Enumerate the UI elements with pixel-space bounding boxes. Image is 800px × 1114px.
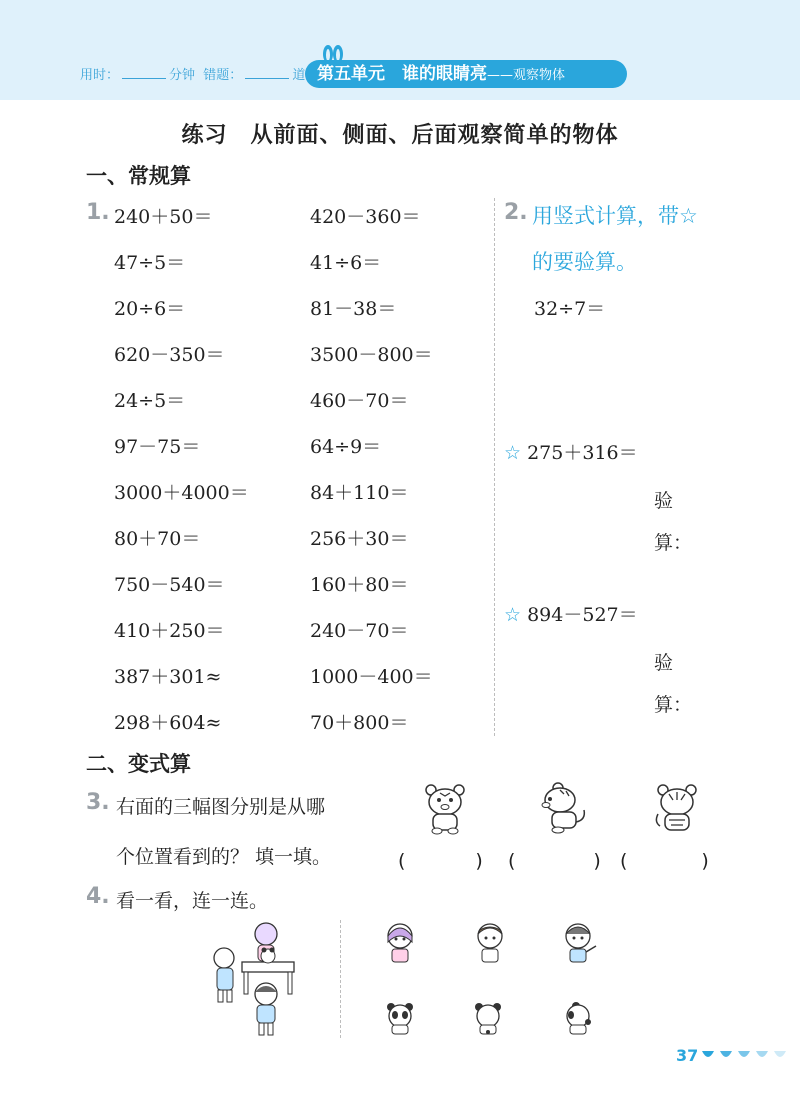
q1-left-expression: 20÷6＝ bbox=[114, 298, 186, 320]
q1-left-expression: 97－75＝ bbox=[114, 436, 201, 458]
q1-right-expression: 81－38＝ bbox=[310, 298, 397, 320]
boy-waving-view-icon[interactable] bbox=[558, 920, 602, 966]
check-label-2a: 验 bbox=[654, 652, 674, 674]
header-wave bbox=[0, 86, 800, 106]
time-label: 用时： bbox=[80, 68, 120, 83]
panda-back-view-icon[interactable] bbox=[470, 1000, 506, 1036]
star-icon: ☆ bbox=[504, 442, 522, 464]
answer-paren-2[interactable]: ( ) bbox=[508, 850, 601, 872]
question-3-text-line1: 右面的三幅图分别是从哪 bbox=[116, 796, 326, 818]
errors-unit: 道 bbox=[292, 68, 306, 83]
q1-left-expression: 3000＋4000＝ bbox=[114, 482, 249, 504]
question-2-problem-3 bbox=[504, 600, 638, 627]
question-3-number: 3. bbox=[86, 790, 110, 815]
q1-left-expression: 750－540＝ bbox=[114, 574, 225, 596]
errors-blank[interactable] bbox=[245, 66, 289, 79]
girl-front-view-icon[interactable] bbox=[380, 920, 420, 966]
question-3-text-line2: 个位置看到的？ 填一填。 bbox=[116, 846, 332, 868]
page-number: 37 bbox=[676, 1046, 699, 1065]
errors-label: 错题： bbox=[203, 68, 243, 83]
check-label-1b: 算： bbox=[654, 532, 693, 554]
column-divider bbox=[494, 198, 495, 736]
time-unit: 分钟 bbox=[169, 68, 196, 83]
children-around-table-illustration bbox=[206, 918, 302, 1038]
question-4-number: 4. bbox=[86, 884, 110, 909]
q1-right-expression: 1000－400＝ bbox=[310, 666, 433, 688]
q1-left-expression: 298＋604≈ bbox=[114, 712, 222, 734]
time-blank[interactable] bbox=[122, 66, 166, 79]
question-2-instruction-line2: 的要验算。 bbox=[532, 250, 637, 274]
q1-right-expression: 256＋30＝ bbox=[310, 528, 409, 550]
tiger-front-view-icon bbox=[420, 782, 470, 836]
question-1-number: 1. bbox=[86, 200, 110, 225]
unit-title: 第五单元 谁的眼睛亮 bbox=[317, 64, 487, 84]
star-icon: ☆ bbox=[504, 604, 522, 626]
q1-left-expression: 387＋301≈ bbox=[114, 666, 222, 688]
q1-right-expression: 84＋110＝ bbox=[310, 482, 409, 504]
problem-3-text: 894－527＝ bbox=[527, 604, 638, 626]
problem-2-text: 275＋316＝ bbox=[527, 442, 638, 464]
check-label-1a: 验 bbox=[654, 490, 674, 512]
time-errors-record bbox=[80, 64, 305, 83]
panda-side-view-icon[interactable] bbox=[560, 1000, 596, 1036]
q1-left-expression: 620－350＝ bbox=[114, 344, 225, 366]
question-4-text: 看一看，连一连。 bbox=[116, 890, 269, 912]
q1-right-expression: 64÷9＝ bbox=[310, 436, 382, 458]
q1-right-expression: 420－360＝ bbox=[310, 206, 421, 228]
q1-right-expression: 240－70＝ bbox=[310, 620, 409, 642]
question-2-problem-1: 32÷7＝ bbox=[534, 298, 606, 320]
check-label-2b: 算： bbox=[654, 694, 693, 716]
q1-right-expression: 160＋80＝ bbox=[310, 574, 409, 596]
page-title: 练习 从前面、侧面、后面观察简单的物体 bbox=[181, 123, 619, 148]
q1-left-expression: 80＋70＝ bbox=[114, 528, 201, 550]
question-2-problem-2 bbox=[504, 438, 638, 465]
section-heading-2: 二、变式算 bbox=[86, 752, 191, 776]
tiger-side-view-icon bbox=[536, 782, 590, 836]
section-heading-1: 一、常规算 bbox=[86, 164, 191, 188]
q1-right-expression: 460－70＝ bbox=[310, 390, 409, 412]
q1-right-expression: 3500－800＝ bbox=[310, 344, 433, 366]
q1-left-expression: 240＋50＝ bbox=[114, 206, 213, 228]
boy-side-view-icon[interactable] bbox=[470, 920, 510, 966]
question-2-number: 2. bbox=[504, 200, 528, 225]
question-2-instruction-line1: 用竖式计算，带☆ bbox=[532, 204, 698, 228]
progress-dots-icon bbox=[700, 1049, 790, 1063]
q4-divider bbox=[340, 920, 341, 1038]
answer-paren-3[interactable]: ( ) bbox=[620, 850, 709, 872]
q1-right-expression: 70＋800＝ bbox=[310, 712, 409, 734]
q1-right-expression: 41÷6＝ bbox=[310, 252, 382, 274]
q1-left-expression: 47÷5＝ bbox=[114, 252, 186, 274]
q1-left-expression: 410＋250＝ bbox=[114, 620, 225, 642]
q1-left-expression: 24÷5＝ bbox=[114, 390, 186, 412]
unit-title-pill bbox=[305, 60, 627, 88]
answer-paren-1[interactable]: ( ) bbox=[398, 850, 483, 872]
unit-subtitle: ——观察物体 bbox=[487, 68, 566, 83]
tiger-back-view-icon bbox=[652, 782, 702, 836]
panda-front-view-icon[interactable] bbox=[382, 1000, 418, 1036]
